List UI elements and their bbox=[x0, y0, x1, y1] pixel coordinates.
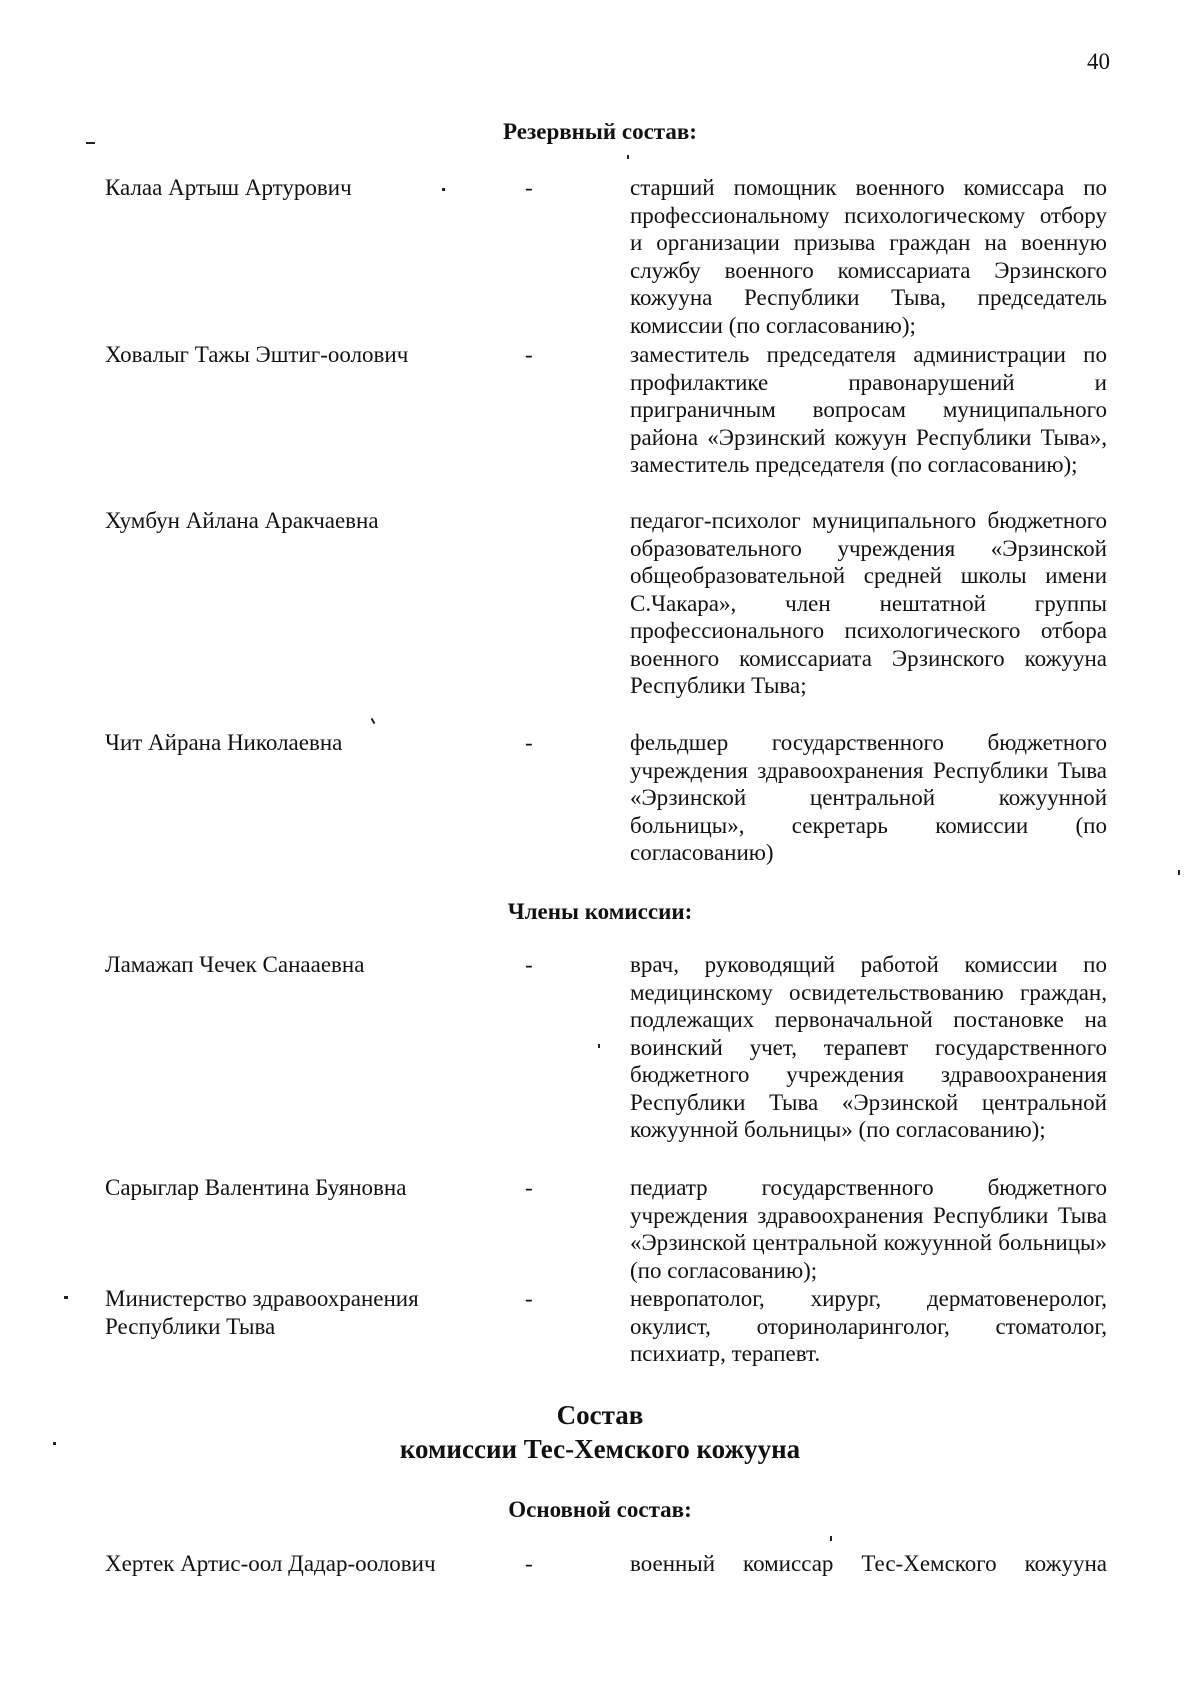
dash-separator: - bbox=[525, 1551, 533, 1576]
member-name: Хертек Артис-оол Дадар-оолович bbox=[105, 1551, 436, 1576]
member-name: Ламажап Чечек Санааевна bbox=[105, 952, 365, 977]
main-heading: Основной состав: bbox=[508, 1497, 692, 1522]
member-position: заместитель председателя администрации по профилактике правонарушений и приграничным вопросам муниципального района «Эрзинский кожуун Республики Тыва», заместитель председателя (по согласованию); bbox=[630, 342, 1107, 477]
member-position: педиатр государственного бюджетного учреждения здравоохранения Республики Тыва «Эрзинской центральной кожуунной больницы» (по согласованию); bbox=[630, 1175, 1107, 1283]
scan-speck bbox=[86, 142, 95, 144]
members-heading: Члены комиссии: bbox=[507, 899, 693, 924]
member-name: Чит Айрана Николаевна bbox=[105, 730, 343, 755]
member-name: Сарыглар Валентина Буяновна bbox=[105, 1175, 407, 1200]
composition-title: Состав bbox=[556, 1400, 644, 1430]
dash-separator: - bbox=[525, 730, 533, 755]
scan-speck bbox=[598, 1044, 600, 1048]
member-position: невропатолог, хирург, дерматовенеролог, окулист, оториноларинголог, стоматолог, психиатр, терапевт. bbox=[630, 1286, 1107, 1366]
page-number: 40 bbox=[1087, 49, 1110, 74]
reserve-heading: Резервный состав: bbox=[503, 119, 697, 144]
scan-speck bbox=[371, 718, 376, 724]
member-name: Ховалыг Тажы Эштиг-оолович bbox=[105, 342, 409, 367]
scan-speck bbox=[1178, 870, 1180, 875]
dash-separator: - bbox=[525, 175, 533, 200]
member-name: Министерство здравоохранения Республики Тыва bbox=[105, 1286, 419, 1339]
member-position: врач, руководящий работой комиссии по медицинскому освидетельствованию граждан, подлежащих первоначальной постановке на воинский учет, терапевт государственного бюджетного учреждения здравоохранения Республики Тыва «Эрзинской центральной кожуунной больницы» (по согласованию); bbox=[630, 952, 1107, 1142]
member-name: Хумбун Айлана Аракчаевна bbox=[105, 508, 379, 533]
member-position: старший помощник военного комиссара по профессиональному психологическому отбору и организации призыва граждан на военную службу военного комиссариата Эрзинского кожууна Республики Тыва, председатель комиссии (по согласованию); bbox=[630, 175, 1107, 338]
dash-separator: - bbox=[525, 1175, 533, 1200]
member-position: военный комиссар Тес-Хемского кожууна bbox=[630, 1551, 1107, 1576]
scan-speck bbox=[442, 188, 445, 191]
member-position: педагог-психолог муниципального бюджетного образовательного учреждения «Эрзинской общеобразовательной средней школы имени С.Чакара», член нештатной группы профессионального психологического отбора военного комиссариата Эрзинского кожууна Республики Тыва; bbox=[630, 508, 1107, 698]
composition-subtitle: комиссии Тес-Хемского кожууна bbox=[399, 1434, 801, 1464]
scan-speck bbox=[64, 1296, 68, 1299]
scan-speck bbox=[830, 1536, 832, 1541]
scan-speck bbox=[627, 155, 629, 159]
member-name: Калаа Артыш Артурович bbox=[105, 175, 352, 200]
member-position: фельдшер государственного бюджетного учреждения здравоохранения Республики Тыва «Эрзинской центральной кожуунной больницы», секретарь комиссии (по согласованию) bbox=[630, 730, 1107, 865]
dash-separator: - bbox=[525, 342, 533, 367]
dash-separator: - bbox=[525, 952, 533, 977]
dash-separator: - bbox=[525, 1286, 533, 1311]
scan-speck bbox=[53, 1442, 56, 1445]
